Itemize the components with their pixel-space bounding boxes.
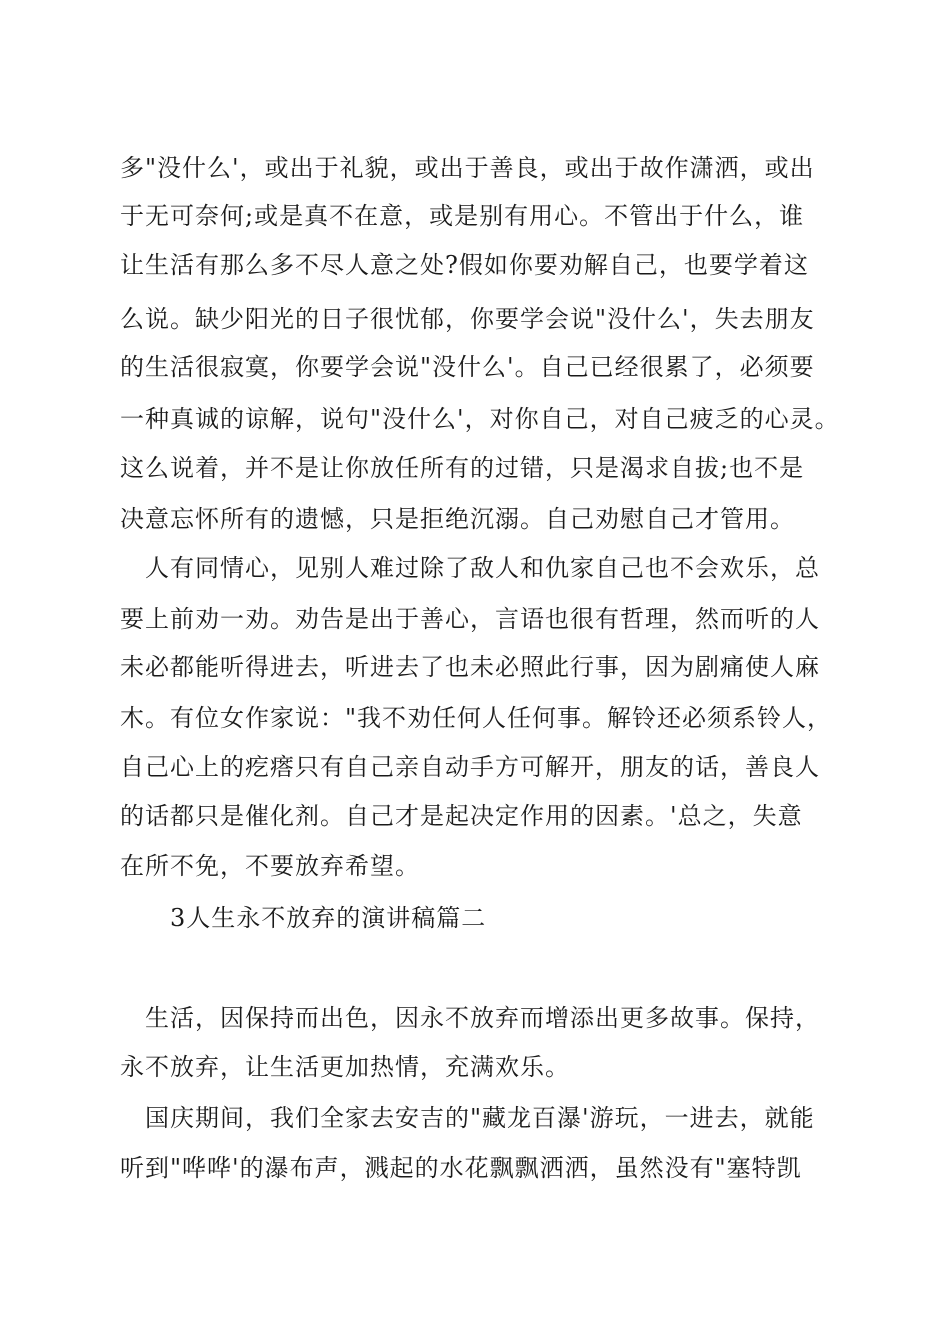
text-line: 永不放弃，让生活更加热情，充满欢乐。 [120,1053,570,1081]
text-line: 自己心上的疙瘩只有自己亲自动手方可解开，朋友的话，善良人 [120,753,820,781]
text-line: 让生活有那么多不尽人意之处?假如你要劝解自己，也要学着这 [120,251,809,279]
text-line: 这么说着，并不是让你放任所有的过错，只是渴求自拔;也不是 [120,454,805,482]
text-line: 木。有位女作家说："我不劝任何人任何事。解铃还必须系铃人， [120,704,833,732]
text-line: 决意忘怀所有的遗憾，只是拒绝沉溺。自己劝慰自己才管用。 [120,505,795,533]
text-line: 未必都能听得进去，听进去了也未必照此行事，因为剧痛使人麻 [120,653,820,681]
text-line: 多"没什么'，或出于礼貌，或出于善良，或出于故作潇洒，或出 [120,154,815,182]
text-line: 的话都只是催化剂。自己才是起决定作用的因素。'总之，失意 [120,802,803,830]
paragraph-first-line: 生活，因保持而出色，因永不放弃而增添出更多故事。保持， [145,1004,820,1032]
text-line: 么说。缺少阳光的日子很忧郁，你要学会说"没什么'，失去朋友 [120,305,815,333]
text-line: 于无可奈何;或是真不在意，或是别有用心。不管出于什么，谁 [120,202,805,230]
text-line: 要上前劝一劝。劝告是出于善心，言语也很有哲理，然而听的人 [120,605,820,633]
section-heading: 3人生永不放弃的演讲稿篇二 [170,904,487,932]
text-line: 的生活很寂寞，你要学会说"没什么'。自己已经很累了，必须要 [120,353,815,381]
paragraph-first-line: 人有同情心，见别人难过除了敌人和仇家自己也不会欢乐，总 [145,554,820,582]
text-line: 一种真诚的谅解，说句"没什么'，对你自己，对自己疲乏的心灵。 [120,405,840,433]
text-line: 在所不免，不要放弃希望。 [120,852,420,880]
paragraph-first-line: 国庆期间，我们全家去安吉的"藏龙百瀑'游玩，一进去，就能 [145,1104,815,1132]
text-line: 听到"哗哗'的瀑布声，溅起的水花飘飘洒洒，虽然没有"塞特凯 [120,1154,802,1182]
